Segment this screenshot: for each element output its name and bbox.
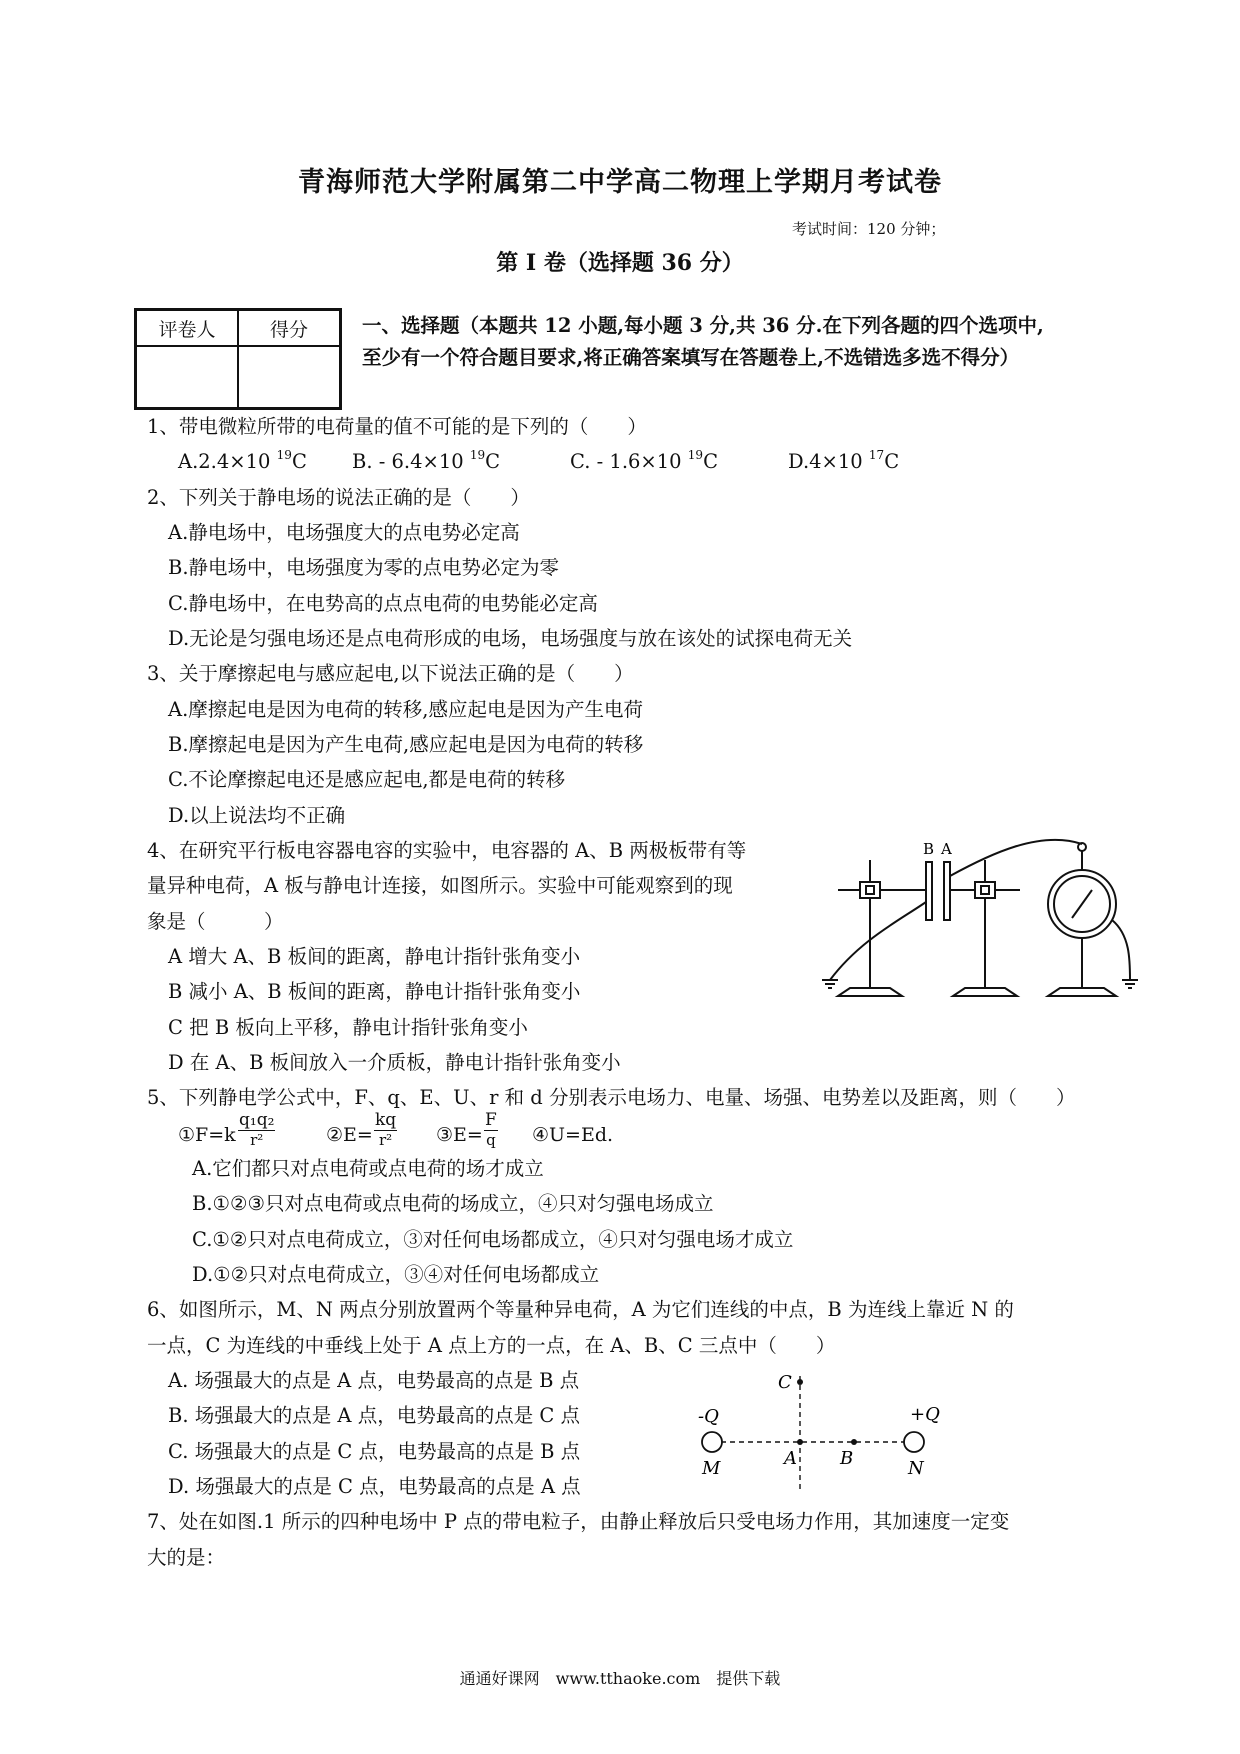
- q4-stem-line2: 量异种电荷，A 板与静电计连接，如图所示。实验中可能观察到的现: [147, 874, 733, 897]
- q5-option-d: D.①②只对点电荷成立，③④对任何电场都成立: [192, 1263, 600, 1286]
- formula-1-prefix: ①F=k: [178, 1124, 236, 1146]
- formula-1-numerator: q₁q₂: [239, 1110, 275, 1130]
- q2-stem: 2、下列关于静电场的说法正确的是（ ）: [147, 486, 530, 509]
- charge-m-circle: [702, 1432, 722, 1452]
- point-a-dot: [797, 1439, 803, 1445]
- plate-a: [944, 862, 950, 920]
- q1-stem: 1、带电微粒所带的电荷量的值不可能的是下列的（ ）: [147, 415, 647, 438]
- exam-time: 考试时间：120 分钟；: [792, 220, 946, 238]
- q3-option-b: B.摩擦起电是因为产生电荷,感应起电是因为电荷的转移: [168, 733, 644, 756]
- q1-option-a-base: A.2.4×10: [178, 450, 271, 473]
- part-title: 第 I 卷（选择题 36 分）: [496, 250, 744, 276]
- q5-option-c: C.①②只对点电荷成立，③对任何电场都成立，④只对匀强电场才成立: [192, 1228, 794, 1251]
- capacitor-electrometer-figure: [820, 820, 1150, 1000]
- q5-option-b: B.①②③只对点电荷或点电荷的场成立，④只对匀强电场成立: [192, 1192, 714, 1215]
- q6-option-a: A. 场强最大的点是 A 点，电势最高的点是 B 点: [168, 1369, 580, 1392]
- charge-m-value: -Q: [698, 1406, 719, 1427]
- section-instructions-line1: 一、选择题（本题共 12 小题,每小题 3 分,共 36 分.在下列各题的四个选项中,: [362, 314, 1044, 337]
- q4-option-b: B 减小 A、B 板间的距离，静电计指针张角变小: [168, 980, 581, 1003]
- q1-option-c-unit: C: [703, 450, 718, 473]
- left-stand-base: [838, 988, 902, 996]
- q1-option-d-exp: 17: [868, 448, 885, 462]
- formula-2-denominator: r²: [379, 1131, 393, 1149]
- q6-option-d: D. 场强最大的点是 C 点，电势最高的点是 A 点: [168, 1475, 581, 1498]
- score-table-score-header: 得分: [238, 310, 341, 347]
- q1-option-a-exp: 19: [276, 448, 292, 462]
- formula-3-fraction: [484, 1110, 498, 1149]
- q1-option-b-exp: 19: [469, 448, 486, 462]
- point-c-label: C: [778, 1372, 792, 1393]
- q1-option-a: [178, 448, 307, 473]
- score-table-grader-cell: [136, 346, 239, 409]
- q4-stem-line3: 象是（ ）: [147, 910, 284, 933]
- charge-m-label: M: [702, 1458, 721, 1479]
- q5-formulas: [178, 1110, 638, 1160]
- charge-n-circle: [904, 1432, 924, 1452]
- electrometer-terminal: [1078, 843, 1086, 851]
- q2-option-a: A.静电场中，电场强度大的点电势必定高: [168, 521, 520, 544]
- charge-n-value: +Q: [910, 1404, 940, 1425]
- wire-electrometer-ground: [1112, 920, 1130, 980]
- q1-option-b: [352, 448, 500, 473]
- formula-2-fraction: [374, 1110, 397, 1149]
- page-title: 青海师范大学附属第二中学高二物理上学期月考试卷: [298, 167, 942, 198]
- q1-option-d-unit: C: [884, 450, 900, 473]
- wire-plate-a-to-electrometer: [950, 840, 1082, 876]
- q5-stem: 5、下列静电学公式中，F、q、E、U、r 和 d 分别表示电场力、电量、场强、电势差以及距离，则（ ）: [147, 1086, 1076, 1109]
- q3-option-c: C.不论摩擦起电还是感应起电,都是电荷的转移: [168, 768, 566, 791]
- charge-n-label: N: [908, 1458, 924, 1479]
- plate-b: [926, 862, 932, 920]
- plate-b-label: B: [923, 840, 935, 858]
- q3-option-d: D.以上说法均不正确: [168, 804, 346, 827]
- score-table-grader-header: 评卷人: [136, 310, 239, 347]
- q3-option-a: A.摩擦起电是因为电荷的转移,感应起电是因为产生电荷: [168, 698, 643, 721]
- q1-option-d-base: D.4×10: [788, 450, 863, 473]
- score-table: [134, 308, 342, 410]
- formula-4: ④U=Ed.: [532, 1124, 614, 1146]
- formula-3-numerator: F: [485, 1110, 497, 1130]
- plate-a-label: A: [941, 840, 952, 858]
- q7-stem-line2: 大的是：: [147, 1546, 226, 1569]
- q6-option-c: C. 场强最大的点是 C 点，电势最高的点是 B 点: [168, 1440, 581, 1463]
- q1-option-c: [570, 448, 718, 473]
- q5-option-a: A.它们都只对点电荷或点电荷的场才成立: [192, 1157, 544, 1180]
- point-a-label: A: [784, 1448, 797, 1469]
- q1-option-a-unit: C: [291, 450, 307, 473]
- wire-plate-b-ground: [830, 902, 926, 980]
- q2-option-c: C.静电场中，在电势高的点点电荷的电势能必定高: [168, 592, 598, 615]
- q1-option-d: [788, 448, 899, 473]
- q6-stem-line1: 6、如图所示，M、N 两点分别放置两个等量种异电荷，A 为它们连线的中点，B 为连线上靠近 N 的: [147, 1298, 1014, 1321]
- point-charges-figure: [690, 1362, 950, 1502]
- q4-stem-line1: 4、在研究平行板电容器电容的实验中，电容器的 A、B 两极板带有等: [147, 839, 747, 862]
- q4-option-c: C 把 B 板向上平移，静电计指针张角变小: [168, 1016, 528, 1039]
- point-b-dot: [851, 1439, 857, 1445]
- q3-stem: 3、关于摩擦起电与感应起电,以下说法正确的是（ ）: [147, 662, 634, 685]
- q6-option-b: B. 场强最大的点是 A 点，电势最高的点是 C 点: [168, 1404, 581, 1427]
- section-instructions-line2: 至少有一个符合题目要求,将正确答案填写在答题卷上,不选错选多选不得分）: [362, 346, 1020, 369]
- electrometer-base: [1048, 988, 1116, 996]
- q2-option-b: B.静电场中，电场强度为零的点电势必定为零: [168, 556, 560, 579]
- q4-option-a: A 增大 A、B 板间的距离，静电计指针张角变小: [168, 945, 581, 968]
- left-stand-clamp: [860, 882, 880, 898]
- formula-3-denominator: q: [486, 1131, 496, 1149]
- formula-2-numerator: kq: [375, 1110, 397, 1130]
- formula-2-prefix: ②E=: [326, 1124, 373, 1146]
- q1-option-c-base: C. - 1.6×10: [570, 450, 682, 473]
- page-footer: 通通好课网 www.tthaoke.com 提供下载: [459, 1669, 781, 1688]
- point-b-label: B: [840, 1448, 854, 1469]
- formula-1-denominator: r²: [250, 1131, 264, 1149]
- formula-3-prefix: ③E=: [436, 1124, 483, 1146]
- score-table-score-cell: [238, 346, 341, 409]
- q4-option-d: D 在 A、B 板间放入一介质板，静电计指针张角变小: [168, 1051, 621, 1074]
- point-c-dot: [797, 1379, 803, 1385]
- q2-option-d: D.无论是匀强电场还是点电荷形成的电场，电场强度与放在该处的试探电荷无关: [168, 627, 853, 650]
- q1-option-c-exp: 19: [687, 448, 704, 462]
- middle-stand-base: [953, 988, 1017, 996]
- middle-stand-clamp: [975, 882, 995, 898]
- q1-option-b-unit: C: [485, 450, 501, 473]
- q7-stem-line1: 7、处在如图.1 所示的四种电场中 P 点的带电粒子，由静止释放后只受电场力作用，其加速度一定变: [147, 1510, 1010, 1533]
- q1-option-b-base: B. - 6.4×10: [352, 450, 464, 473]
- q6-stem-line2: 一点，C 为连线的中垂线上处于 A 点上方的一点，在 A、B、C 三点中（ ）: [147, 1334, 836, 1357]
- formula-1-fraction: [238, 1110, 275, 1149]
